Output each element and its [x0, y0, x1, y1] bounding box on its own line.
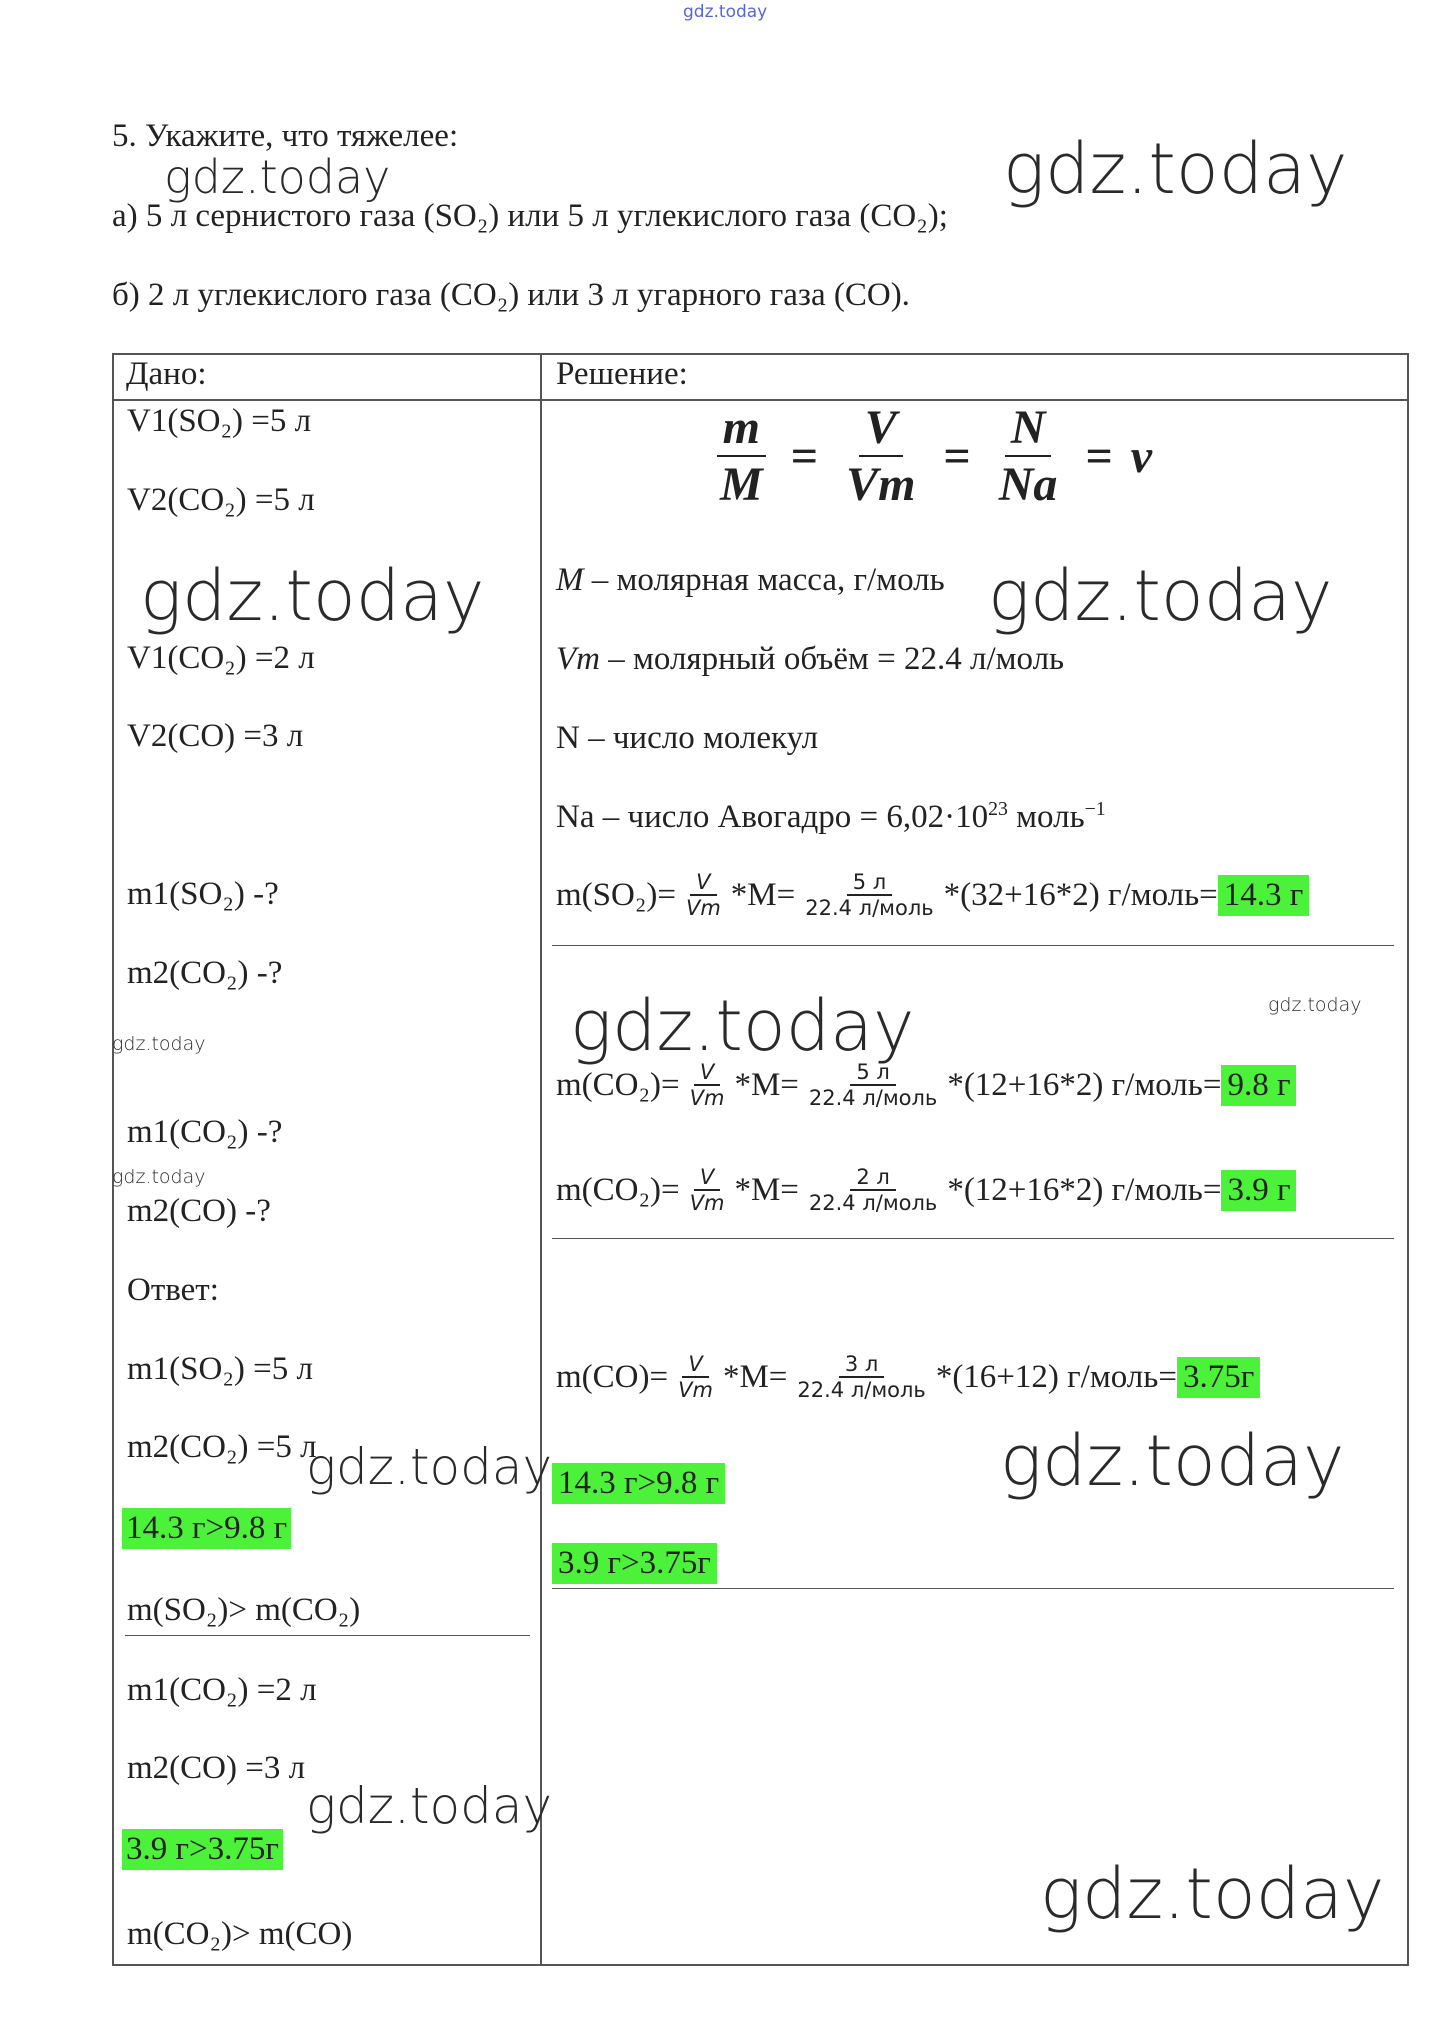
- answer-m2-co: m2(CO) =3 л: [127, 1750, 306, 1786]
- def-avogadro: Na – число Авогадро = $6,02\cdot 10^{23}$ моль$^{-1}$: [556, 798, 1106, 835]
- answer-compare-1: 14.3 г>9.8 г: [122, 1508, 291, 1549]
- table-top-border: [112, 353, 1409, 355]
- answer-label: Ответ:: [127, 1272, 219, 1308]
- result-co2-5l: 9.8 г: [1221, 1065, 1296, 1106]
- watermark-9: gdz.today: [1040, 1853, 1385, 1935]
- table-left-border: [112, 353, 114, 1966]
- calc-separator-1: [552, 945, 1394, 946]
- given-m1-co2: m1(CO₂) -?: [127, 1114, 283, 1150]
- given-m1-so2: m1(SO₂) -?: [127, 876, 279, 912]
- given-v2-co: V2(CO) =3 л: [127, 718, 304, 754]
- calc-separator-2: [552, 1238, 1394, 1239]
- def-molar-mass: M – молярная масса, г/моль: [556, 562, 945, 598]
- main-formula: $\frac{m}{M}$ = $\frac{V}{Vm}$ = $\frac{N}{Na}$ = ν: [710, 400, 1152, 512]
- watermark-small-right: gdz.today: [1268, 994, 1362, 1016]
- table-mid-border: [540, 353, 542, 1966]
- watermark-small-left-2: gdz.today: [112, 1166, 206, 1188]
- watermark-2: gdz.today: [1003, 128, 1348, 210]
- watermark-small-left-1: gdz.today: [112, 1033, 206, 1055]
- watermark-7: gdz.today: [1000, 1420, 1345, 1502]
- table-bottom-border: [112, 1964, 1409, 1966]
- compare-1: 14.3 г>9.8 г: [552, 1463, 725, 1504]
- answer-m2-co2: m2(CO₂) =5 л: [127, 1429, 317, 1465]
- watermark-top: gdz.today: [683, 2, 768, 22]
- result-co: 3.75г: [1177, 1357, 1260, 1398]
- given-separator: [125, 1635, 530, 1636]
- problem-title: 5. Укажите, что тяжелее:: [112, 118, 459, 154]
- def-molecules: N – число молекул: [556, 720, 819, 756]
- watermark-8: gdz.today: [306, 1777, 553, 1835]
- compare-2: 3.9 г>3.75г: [552, 1543, 717, 1584]
- given-v2-co2: V2(CO₂) =5 л: [127, 482, 315, 518]
- given-m2-co: m2(CO) -?: [127, 1193, 271, 1229]
- answer-compare-2: 3.9 г>3.75г: [122, 1829, 283, 1870]
- given-v1-so2: V1(SO₂) =5 л: [127, 403, 312, 439]
- problem-part-a: а) 5 л сернистого газа (SO₂) или 5 л углекислого газа (CO₂);: [112, 198, 948, 234]
- result-co2-2l: 3.9 г: [1221, 1170, 1296, 1211]
- problem-part-b: б) 2 л углекислого газа (CO₂) или 3 л угарного газа (CO).: [112, 277, 910, 313]
- given-header: Дано:: [126, 356, 207, 392]
- watermark-4: gdz.today: [988, 555, 1333, 637]
- calc-m-co2-5l: m(CO₂)= $\frac{V}{Vm}$ *M= $\frac{5 л}{\text{22.4 л/моль}}$ *(12+16*2) г/моль= 9.8 г: [556, 1060, 1296, 1110]
- table-right-border: [1407, 353, 1409, 1966]
- result-so2: 14.3 г: [1218, 875, 1310, 916]
- given-v1-co2: V1(CO₂) =2 л: [127, 640, 315, 676]
- answer-m1-co2: m1(CO₂) =2 л: [127, 1672, 317, 1708]
- watermark-5: gdz.today: [570, 985, 915, 1067]
- def-molar-volume: Vm – молярный объём = 22.4 л/моль: [556, 641, 1065, 677]
- watermark-3: gdz.today: [140, 555, 485, 637]
- answer-m1-so2: m1(SO₂) =5 л: [127, 1351, 313, 1387]
- calc-m-co: m(CO)= $\frac{V}{Vm}$ *M= $\frac{3 л}{\text{22.4 л/моль}}$ *(16+12) г/моль= 3.75г: [556, 1352, 1260, 1402]
- watermark-6: gdz.today: [306, 1438, 553, 1496]
- given-m2-co2: m2(CO₂) -?: [127, 955, 283, 991]
- watermark-1: gdz.today: [164, 150, 391, 204]
- calc-m-so2: m(SO₂)= $\frac{V}{Vm}$ *M= $\frac{5 л}{\text{22.4 л/моль}}$ *(32+16*2) г/моль= 14.3 г: [556, 870, 1309, 920]
- calc-m-co2-2l: m(CO₂)= $\frac{V}{Vm}$ *M= $\frac{2 л}{\text{22.4 л/моль}}$ *(12+16*2) г/моль= 3.9 г: [556, 1165, 1296, 1215]
- solution-header: Решение:: [556, 356, 688, 392]
- calc-separator-3: [552, 1588, 1394, 1589]
- answer-conclusion-1: m(SO₂)> m(CO₂): [127, 1592, 361, 1628]
- answer-conclusion-2: m(CO₂)> m(CO): [127, 1916, 353, 1952]
